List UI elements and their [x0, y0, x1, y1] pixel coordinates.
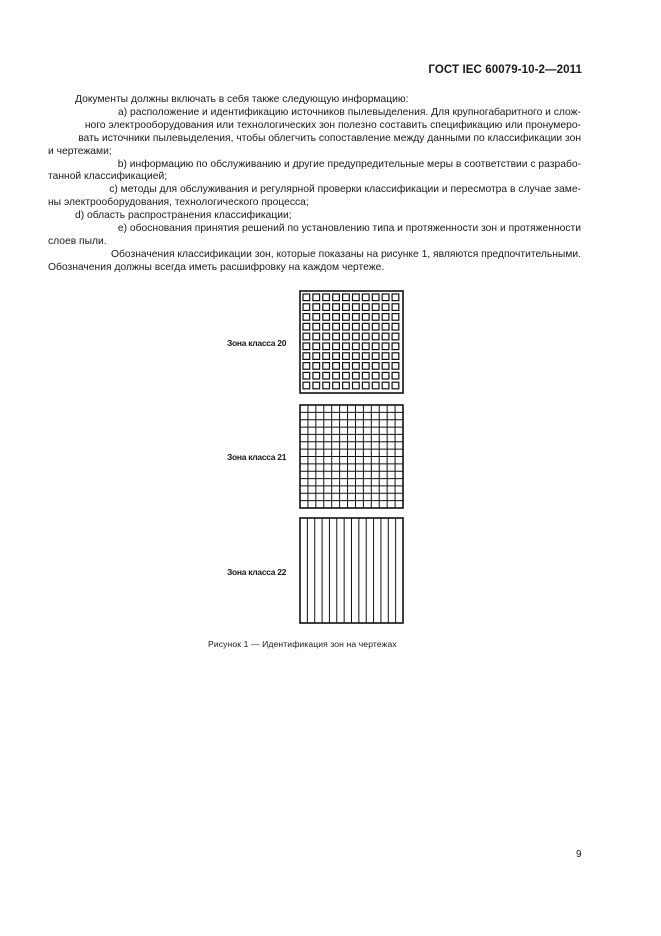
- zone-21-symbol: [299, 404, 404, 509]
- zone-20-cell: [353, 363, 360, 370]
- zone-20-cell: [362, 343, 369, 350]
- zone-20-cell: [333, 382, 340, 389]
- zone-20-cell: [382, 382, 389, 389]
- paragraph: а) расположение и идентификацию источников пылевыделения. Для крупногабаритного и слож-: [117, 106, 581, 118]
- zone-20-cell: [362, 323, 369, 330]
- paragraph: ны электрооборудования, технологического процесса;: [48, 197, 309, 209]
- zone-20-cell: [313, 353, 320, 360]
- zone-20-cell: [313, 343, 320, 350]
- zone-20-cell: [362, 314, 369, 321]
- zone-20-cell: [372, 314, 379, 321]
- zone-20-cell: [353, 323, 360, 330]
- zone-20-cell: [303, 294, 310, 301]
- zone-20-cell: [362, 333, 369, 340]
- zone-20-cell: [392, 343, 399, 350]
- zone-20-cell: [323, 363, 330, 370]
- zone-20-cell: [333, 363, 340, 370]
- zone-20-cell: [343, 343, 350, 350]
- zone-20-cell: [303, 353, 310, 360]
- zone-20-cell: [323, 382, 330, 389]
- zone-22-pattern: [299, 517, 404, 624]
- zone-20-cell: [382, 323, 389, 330]
- zone-20-cell: [343, 382, 350, 389]
- zone-20-cell: [382, 294, 389, 301]
- zone-20-cell: [362, 363, 369, 370]
- document-header: ГОСТ IEC 60079-10-2—2011: [428, 64, 582, 76]
- zone-21-label: Зона класса 21: [227, 452, 287, 462]
- zone-20-cell: [392, 323, 399, 330]
- zone-20-cell: [343, 363, 350, 370]
- zone-20-cell: [353, 353, 360, 360]
- figure-caption: Рисунок 1 — Идентификация зон на чертежах: [208, 639, 397, 649]
- zone-20-cell: [303, 363, 310, 370]
- zone-22-label: Зона класса 22: [227, 567, 287, 577]
- zone-20-cell: [333, 304, 340, 311]
- zone-20-cell: [362, 372, 369, 379]
- zone-20-cell: [313, 304, 320, 311]
- zone-20-cell: [372, 382, 379, 389]
- zone-20-cell: [303, 382, 310, 389]
- zone-20-symbol: [299, 290, 404, 394]
- zone-20-cell: [313, 294, 320, 301]
- zone-20-cell: [372, 294, 379, 301]
- page-number: 9: [576, 849, 582, 860]
- zone-20-cell: [323, 323, 330, 330]
- zone-20-cell: [333, 343, 340, 350]
- zone-20-cell: [382, 372, 389, 379]
- zone-22-symbol: [299, 517, 404, 624]
- paragraph: ного электрооборудования или технологических зон полезно составить спецификацию или пронумеро-: [84, 119, 581, 131]
- zone-20-label: Зона класса 20: [227, 338, 287, 348]
- zone-20-cell: [353, 372, 360, 379]
- zone-20-cell: [303, 304, 310, 311]
- paragraph: d) область распространения классификации;: [75, 210, 292, 222]
- zone-20-cell: [313, 382, 320, 389]
- zone-20-cell: [323, 353, 330, 360]
- zone-20-cell: [333, 323, 340, 330]
- zone-21-pattern: [299, 404, 404, 509]
- zone-20-cell: [392, 333, 399, 340]
- zone-20-cell: [313, 323, 320, 330]
- zone-20-cell: [353, 314, 360, 321]
- paragraph: Обозначения классификации зон, которые показаны на рисунке 1, являются предпочтительными.: [110, 248, 581, 260]
- paragraph: b) информацию по обслуживанию и другие предупредительные меры в соответствии с разрабо-: [117, 158, 581, 170]
- zone-20-cell: [313, 314, 320, 321]
- zone-20-cell: [353, 343, 360, 350]
- zone-20-cell: [353, 333, 360, 340]
- zone-20-cell: [353, 294, 360, 301]
- zone-20-cell: [372, 323, 379, 330]
- zone-20-cell: [392, 382, 399, 389]
- zone-20-cell: [372, 304, 379, 311]
- zone-20-cell: [323, 304, 330, 311]
- zone-20-cell: [353, 382, 360, 389]
- zone-20-cell: [343, 304, 350, 311]
- zone-20-cell: [333, 333, 340, 340]
- zone-20-cell: [333, 353, 340, 360]
- zone-20-cell: [343, 372, 350, 379]
- zone-20-cell: [323, 343, 330, 350]
- zone-20-cell: [362, 294, 369, 301]
- zone-20-cell: [303, 343, 310, 350]
- zone-20-border: [300, 291, 403, 393]
- paragraph: вать источники пылевыделения, чтобы облегчить сопоставление между данными по классификации зон: [78, 132, 581, 144]
- zone-20-cell: [382, 363, 389, 370]
- zone-20-pattern: [299, 290, 404, 394]
- zone-20-cell: [362, 382, 369, 389]
- zone-20-cell: [313, 372, 320, 379]
- zone-20-cell: [362, 304, 369, 311]
- zone-20-cell: [303, 314, 310, 321]
- zone-20-cell: [343, 294, 350, 301]
- zone-20-cell: [392, 372, 399, 379]
- paragraph: и чертежами;: [48, 145, 112, 157]
- zone-20-cell: [382, 304, 389, 311]
- zone-20-cell: [372, 353, 379, 360]
- zone-20-cell: [382, 333, 389, 340]
- zone-20-cell: [343, 333, 350, 340]
- zone-20-cell: [372, 343, 379, 350]
- zone-20-cell: [372, 363, 379, 370]
- paragraph: танной классификацией;: [48, 171, 168, 183]
- zone-20-cell: [353, 304, 360, 311]
- zone-20-cell: [333, 314, 340, 321]
- zone-20-cell: [333, 372, 340, 379]
- zone-20-cell: [382, 353, 389, 360]
- zone-20-cell: [313, 363, 320, 370]
- zone-20-cell: [323, 333, 330, 340]
- zone-20-cell: [303, 333, 310, 340]
- zone-20-cell: [392, 363, 399, 370]
- zone-20-cell: [392, 314, 399, 321]
- zone-20-cell: [372, 333, 379, 340]
- zone-20-cell: [333, 294, 340, 301]
- zone-20-cell: [303, 323, 310, 330]
- zone-20-cell: [392, 304, 399, 311]
- zone-20-cell: [382, 343, 389, 350]
- zone-20-cell: [323, 314, 330, 321]
- zone-20-cell: [362, 353, 369, 360]
- zone-20-cell: [303, 372, 310, 379]
- paragraph: Обозначения должны всегда иметь расшифровку на каждом чертеже.: [48, 261, 385, 273]
- paragraph: c) методы для обслуживания и регулярной проверки классификации и пересмотра в случае заме-: [109, 184, 581, 196]
- zone-20-cell: [343, 323, 350, 330]
- zone-20-cell: [392, 353, 399, 360]
- zone-20-cell: [343, 353, 350, 360]
- zone-20-cell: [343, 314, 350, 321]
- zone-20-cell: [323, 372, 330, 379]
- paragraph: слоев пыли.: [48, 235, 107, 247]
- paragraph: Документы должны включать в себя также следующую информацию:: [75, 94, 409, 105]
- zone-20-cell: [372, 372, 379, 379]
- zone-20-cell: [313, 333, 320, 340]
- zone-20-cell: [392, 294, 399, 301]
- paragraph: e) обоснования принятия решений по установлению типа и протяженности зон и протяженности: [117, 223, 581, 235]
- zone-20-cell: [323, 294, 330, 301]
- body-text: [48, 94, 581, 275]
- zone-20-cell: [382, 314, 389, 321]
